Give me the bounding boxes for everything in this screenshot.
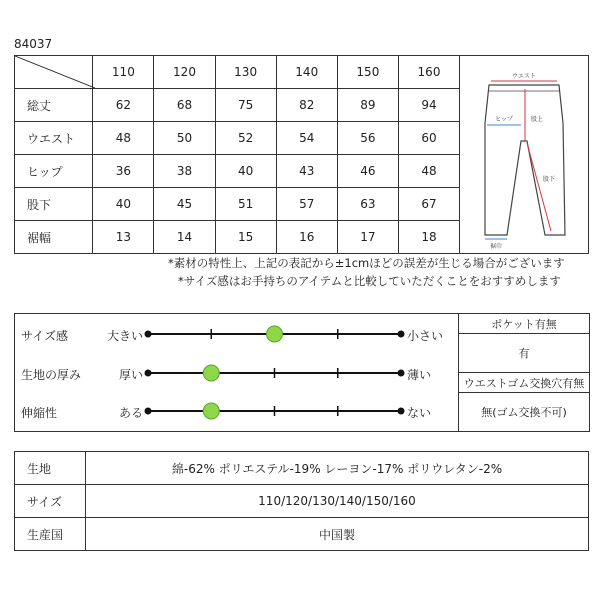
scale-end-dot — [145, 370, 152, 377]
row-label: 総丈 — [15, 89, 93, 122]
pants-diagram — [461, 59, 587, 251]
size-cell: 40 — [93, 188, 154, 221]
diagonal-corner-cell — [15, 56, 93, 89]
waist-rubber-header: ウエストゴム交換穴有無 — [459, 373, 590, 393]
spec-row — [15, 485, 589, 518]
size-cell: 45 — [154, 188, 215, 221]
diagonal-line — [15, 56, 95, 88]
spec-row — [15, 452, 589, 485]
note-line: *素材の特性上、上記の表記から±1cmほどの誤差が生じる場合がございます — [168, 256, 565, 270]
size-cell: 75 — [215, 89, 276, 122]
waist-rubber-value: 無(ゴム交換不可) — [459, 393, 590, 432]
size-cell: 15 — [215, 221, 276, 254]
size-header: 120 — [154, 56, 215, 89]
size-cell: 60 — [398, 122, 459, 155]
scale-marker — [267, 326, 283, 342]
pants-figure-cell — [460, 56, 589, 254]
scale-end-dot — [145, 408, 152, 415]
scale-marker — [203, 403, 219, 419]
size-cell: 50 — [154, 122, 215, 155]
size-cell: 51 — [215, 188, 276, 221]
size-cell: 46 — [337, 155, 398, 188]
size-cell: 48 — [398, 155, 459, 188]
feel-row-size — [15, 319, 458, 349]
feel-left-label: 厚い — [118, 368, 143, 382]
feel-right-label: 小さい — [407, 329, 444, 343]
spec-value: 110/120/130/140/150/160 — [86, 485, 589, 518]
feel-name: サイズ感 — [21, 329, 69, 343]
hem-label: 裾巾 — [490, 242, 503, 250]
size-cell: 82 — [276, 89, 337, 122]
feel-name: 生地の厚み — [21, 368, 82, 382]
size-cell: 56 — [337, 122, 398, 155]
row-label: 裾幅 — [15, 221, 93, 254]
size-header: 160 — [398, 56, 459, 89]
size-cell: 40 — [215, 155, 276, 188]
feel-left-label: 大きい — [106, 329, 143, 343]
size-header-row — [15, 56, 589, 89]
size-cell: 17 — [337, 221, 398, 254]
inseam-label: 股下 — [543, 175, 556, 183]
feel-scale-box — [14, 313, 459, 432]
notes — [168, 254, 565, 290]
size-cell: 62 — [93, 89, 154, 122]
scale-end-dot — [398, 408, 405, 415]
hip-label: ヒップ — [495, 115, 513, 123]
feel-row-thickness — [15, 358, 458, 388]
size-cell: 63 — [337, 188, 398, 221]
spec-label: サイズ — [15, 485, 86, 518]
waist-label: ウエスト — [512, 72, 537, 80]
feel-left-label: ある — [118, 406, 143, 420]
spec-table — [14, 451, 589, 551]
size-cell: 68 — [154, 89, 215, 122]
scale-end-dot — [398, 370, 405, 377]
spec-value: 中国製 — [86, 518, 589, 551]
size-cell: 89 — [337, 89, 398, 122]
size-cell: 38 — [154, 155, 215, 188]
size-header: 140 — [276, 56, 337, 89]
size-cell: 48 — [93, 122, 154, 155]
size-cell: 14 — [154, 221, 215, 254]
pocket-table — [458, 313, 590, 432]
size-cell: 43 — [276, 155, 337, 188]
size-header: 110 — [93, 56, 154, 89]
feel-scale — [15, 358, 458, 388]
scale-end-dot — [398, 331, 405, 338]
size-header: 150 — [337, 56, 398, 89]
spec-row — [15, 518, 589, 551]
rise-label: 股上 — [531, 115, 544, 123]
size-cell: 57 — [276, 188, 337, 221]
row-label: ヒップ — [15, 155, 93, 188]
product-code: 84037 — [14, 37, 53, 51]
size-cell: 94 — [398, 89, 459, 122]
note-line: *サイズ感はお手持ちのアイテムと比較していただくことをおすすめします — [178, 274, 561, 288]
feel-name: 伸縮性 — [21, 406, 58, 420]
row-label: ウエスト — [15, 122, 93, 155]
feel-scale — [15, 319, 458, 349]
size-header: 130 — [215, 56, 276, 89]
size-table — [14, 55, 589, 254]
feel-right-label: ない — [407, 406, 432, 420]
inseam-arrow — [527, 143, 551, 231]
pocket-header: ポケット有無 — [459, 314, 590, 334]
spec-value: 綿-62% ポリエステル-19% レーヨン-17% ポリウレタン-2% — [86, 452, 589, 485]
size-cell: 52 — [215, 122, 276, 155]
feel-right-label: 薄い — [407, 368, 432, 382]
scale-marker — [203, 365, 219, 381]
size-cell: 16 — [276, 221, 337, 254]
size-cell: 67 — [398, 188, 459, 221]
size-cell: 18 — [398, 221, 459, 254]
pocket-value: 有 — [459, 334, 590, 373]
row-label: 股下 — [15, 188, 93, 221]
size-cell: 36 — [93, 155, 154, 188]
feel-row-stretch — [15, 396, 458, 426]
scale-end-dot — [145, 331, 152, 338]
spec-label: 生地 — [15, 452, 86, 485]
spec-label: 生産国 — [15, 518, 86, 551]
size-cell: 13 — [93, 221, 154, 254]
feel-scale — [15, 396, 458, 426]
size-cell: 54 — [276, 122, 337, 155]
